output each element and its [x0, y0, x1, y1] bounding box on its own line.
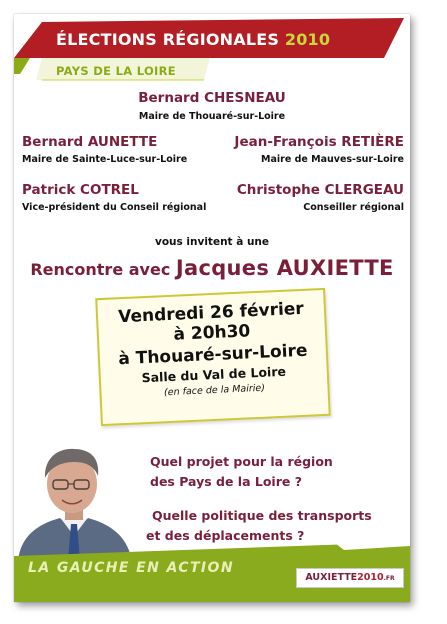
host-name-retiere: Jean-François RETIÈRE [234, 134, 404, 150]
host-name-aunette: Bernard AUNETTE [22, 134, 158, 150]
election-title-text: ÉLECTIONS RÉGIONALES [56, 30, 280, 49]
question-region-line1: Quel projet pour la région [150, 454, 333, 469]
host-name-chesneau: Bernard CHESNEAU [138, 90, 286, 106]
footer-slogan: LA GAUCHE EN ACTION [28, 560, 234, 576]
header-banner [14, 14, 410, 84]
host-role-clergeau: Conseiller régional [303, 202, 404, 213]
question-transport-line1: Quelle politique des transports [152, 508, 372, 523]
website-year: 2010 [357, 572, 384, 583]
question-transport-line2: et des déplacements ? [146, 528, 305, 543]
election-title [56, 30, 376, 49]
website-name: AUXIETTE [305, 572, 358, 583]
host-name-clergeau: Christophe CLERGEAU [236, 182, 404, 198]
event-details-box [95, 288, 331, 426]
campaign-website[interactable] [296, 568, 404, 588]
event-venue: Salle du Val de Loire [141, 363, 287, 386]
event-time: à 20h30 [173, 321, 251, 345]
invitation-text: vous invitent à une [154, 236, 270, 248]
question-region-line2: des Pays de la Loire ? [150, 474, 302, 489]
meeting-prefix: Rencontre avec [30, 260, 171, 279]
host-role-cotrel: Vice-président du Conseil régional [22, 202, 207, 213]
host-role-aunette: Maire de Sainte-Luce-sur-Loire [22, 154, 188, 165]
host-name-cotrel: Patrick COTREL [22, 182, 139, 198]
host-role-chesneau: Maire de Thouaré-sur-Loire [138, 111, 286, 122]
question-region [150, 452, 333, 492]
guest-name: Jacques AUXIETTE [175, 256, 394, 280]
meeting-headline [14, 256, 410, 280]
banner-green-corner [14, 58, 30, 74]
host-role-retiere: Maire de Mauves-sur-Loire [261, 154, 404, 165]
event-date: Vendredi 26 février [117, 298, 305, 328]
region-name: PAYS DE LA LOIRE [56, 64, 176, 78]
event-town: à Thouaré-sur-Loire [117, 340, 308, 370]
website-tld: .FR [383, 575, 395, 582]
event-venue-note: (en face de la Mairie) [163, 382, 266, 399]
election-year: 2010 [284, 30, 331, 49]
flyer-page [14, 14, 410, 602]
